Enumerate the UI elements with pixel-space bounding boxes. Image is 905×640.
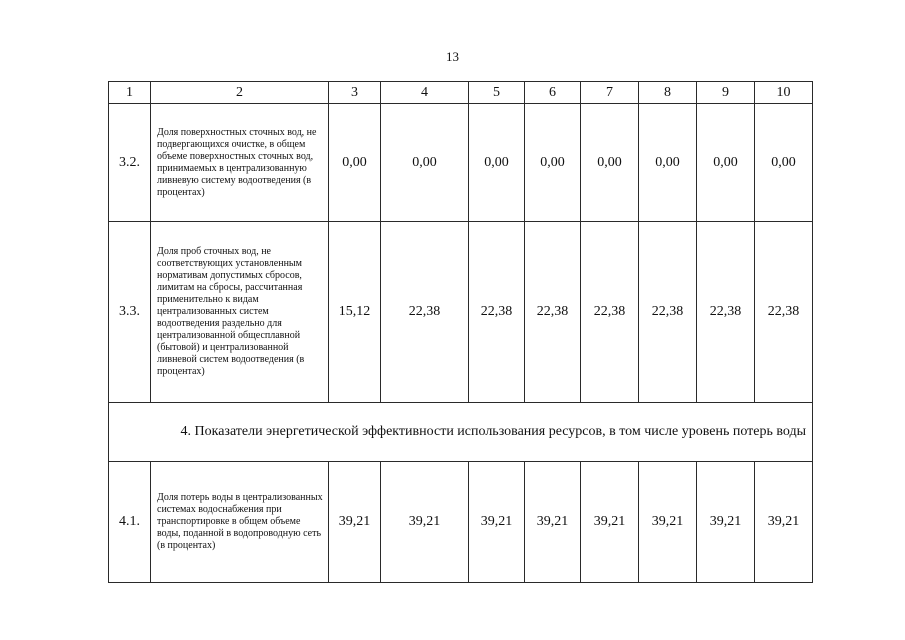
header-cell: 1 — [109, 82, 151, 104]
row-code: 4.1. — [109, 462, 151, 583]
table-row — [109, 222, 813, 403]
header-cell: 2 — [151, 82, 329, 104]
header-cell: 7 — [581, 82, 639, 104]
value-cell: 22,38 — [755, 222, 813, 403]
value-cell: 39,21 — [581, 462, 639, 583]
table-row — [109, 104, 813, 222]
value-cell: 39,21 — [381, 462, 469, 583]
value-cell: 0,00 — [381, 104, 469, 222]
header-cell: 9 — [697, 82, 755, 104]
value-cell: 22,38 — [581, 222, 639, 403]
value-cell: 39,21 — [697, 462, 755, 583]
indicators-table — [108, 81, 813, 583]
value-cell: 0,00 — [329, 104, 381, 222]
row-code: 3.2. — [109, 104, 151, 222]
value-cell: 39,21 — [329, 462, 381, 583]
value-cell: 39,21 — [469, 462, 525, 583]
header-cell: 4 — [381, 82, 469, 104]
header-cell: 6 — [525, 82, 581, 104]
header-cell: 10 — [755, 82, 813, 104]
table-row — [109, 462, 813, 583]
value-cell: 0,00 — [755, 104, 813, 222]
value-cell: 22,38 — [469, 222, 525, 403]
page-number: 13 — [446, 49, 459, 64]
row-description: Доля проб сточных вод, не соответствующих установленным нормативам допустимых сбросов, лимитам на сбросы, рассчитанная применительно к видам централизованных систем водоотведения раздельно для централизованной общесплавной (бытовой) и централизованной ливневой систем водоотведения (в процентах) — [151, 222, 329, 403]
header-cell: 3 — [329, 82, 381, 104]
value-cell: 22,38 — [525, 222, 581, 403]
value-cell: 39,21 — [755, 462, 813, 583]
row-description: Доля поверхностных сточных вод, не подвергающихся очистке, в общем объеме поверхностных сточных вод, принимаемых в централизованную ливневую систему водоотведения (в процентах) — [151, 104, 329, 222]
value-cell: 39,21 — [639, 462, 697, 583]
section-heading-row — [109, 403, 813, 462]
value-cell: 0,00 — [639, 104, 697, 222]
header-cell: 5 — [469, 82, 525, 104]
header-cell: 8 — [639, 82, 697, 104]
value-cell: 22,38 — [639, 222, 697, 403]
value-cell: 0,00 — [525, 104, 581, 222]
table-header-row — [109, 82, 813, 104]
value-cell: 0,00 — [469, 104, 525, 222]
row-description: Доля потерь воды в централизованных системах водоснабжения при транспортировке в общем объеме воды, поданной в водопроводную сеть (в процентах) — [151, 462, 329, 583]
value-cell: 22,38 — [697, 222, 755, 403]
value-cell: 0,00 — [581, 104, 639, 222]
section-heading: 4. Показатели энергетической эффективности использования ресурсов, в том числе уровень потерь воды — [109, 403, 813, 462]
value-cell: 0,00 — [697, 104, 755, 222]
value-cell: 15,12 — [329, 222, 381, 403]
row-code: 3.3. — [109, 222, 151, 403]
value-cell: 22,38 — [381, 222, 469, 403]
value-cell: 39,21 — [525, 462, 581, 583]
